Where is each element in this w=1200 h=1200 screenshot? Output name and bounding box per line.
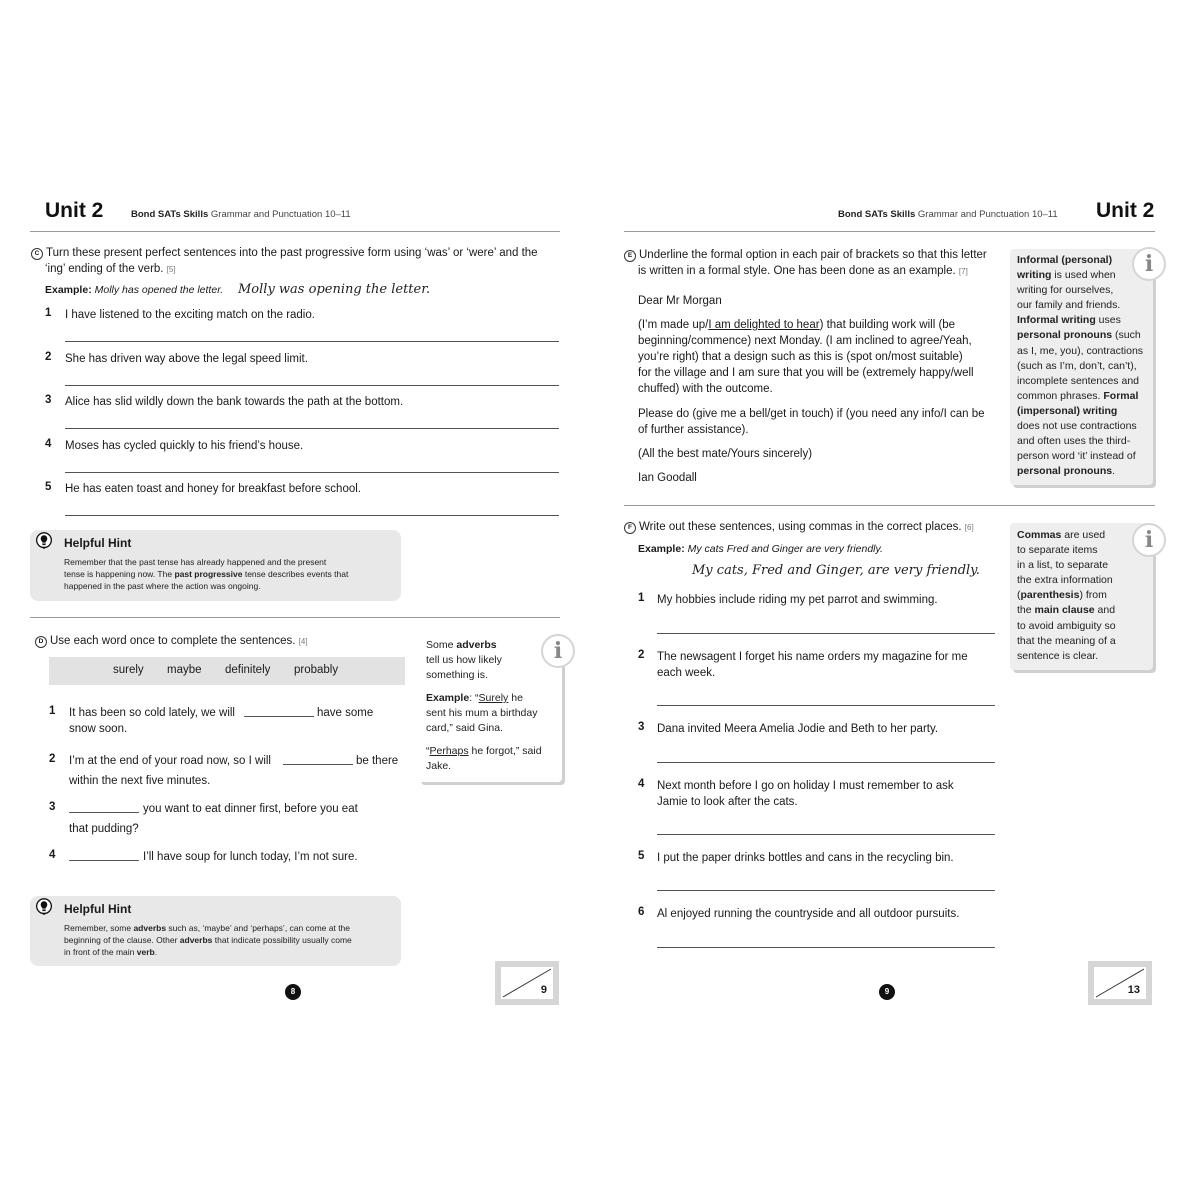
hint-text: that indicate possibility usually come xyxy=(212,935,352,945)
info-line: the extra information xyxy=(1017,574,1113,587)
info-text xyxy=(1017,528,1151,664)
hint-text: such as, ‘maybe’ and ‘perhaps’, can come at the xyxy=(166,923,351,933)
info-term: personal pronouns xyxy=(1017,329,1113,342)
word-bank-word: surely xyxy=(113,664,144,676)
info-term: parenthesis xyxy=(1020,589,1080,602)
section-letter-e: E xyxy=(624,250,636,262)
helpful-hint-box xyxy=(30,530,401,601)
info-icon xyxy=(1132,523,1166,557)
letter-text: (I’m made up/ xyxy=(638,319,709,331)
info-text-part: common phrases. xyxy=(1017,389,1104,402)
info-text-part: Some xyxy=(426,639,457,651)
unit-title-right: Unit 2 xyxy=(1096,199,1155,222)
letter-closing[interactable]: (All the best mate/Yours sincerely) xyxy=(638,448,813,460)
info-line: in a list, to separate xyxy=(1017,559,1109,572)
item-number: 4 xyxy=(638,778,645,790)
info-text-part: : “ xyxy=(469,692,479,704)
hint-term: past progressive xyxy=(174,569,243,579)
info-glyph: i xyxy=(1144,251,1154,277)
hint-text: in front of the main xyxy=(64,947,137,957)
info-line: our family and friends. xyxy=(1017,299,1121,312)
info-line: to avoid ambiguity so xyxy=(1017,619,1116,632)
instruction: Write out these sentences, using commas in the correct places. xyxy=(639,521,962,533)
hint-title: Helpful Hint xyxy=(64,902,132,916)
item-text: It has been so cold lately, we will xyxy=(69,707,235,719)
item-text: I put the paper drinks bottles and cans in the recycling bin. xyxy=(657,852,954,864)
item-text: Jamie to look after the cats. xyxy=(657,796,798,808)
hint-text: Remember, some xyxy=(64,923,134,933)
item-number: 2 xyxy=(49,753,56,765)
item-number: 5 xyxy=(638,850,645,862)
info-line: Jake. xyxy=(426,760,452,772)
hint-line xyxy=(64,922,352,934)
item-number: 1 xyxy=(638,592,645,604)
info-term: Example xyxy=(426,692,470,704)
info-text-part: “ xyxy=(426,745,430,757)
book-header-right xyxy=(838,209,1058,220)
letter-paragraph-2 xyxy=(638,406,1008,438)
answer-line[interactable] xyxy=(657,705,995,706)
info-text-part: the xyxy=(1017,604,1035,617)
blank-line[interactable] xyxy=(69,812,139,813)
info-line: to separate items xyxy=(1017,544,1098,557)
item-number: 6 xyxy=(638,906,645,918)
item-text: you want to eat dinner first, before you eat xyxy=(143,803,358,815)
hint-term: verb xyxy=(136,947,155,957)
item-number: 4 xyxy=(49,849,56,861)
answer-line[interactable] xyxy=(65,515,559,516)
info-term: Commas xyxy=(1017,529,1062,541)
section-divider xyxy=(30,617,560,618)
item-text: that pudding? xyxy=(69,823,139,835)
hint-term: adverbs xyxy=(179,935,213,945)
score-box-inner[interactable] xyxy=(1094,967,1146,999)
letter-line[interactable]: chuffed) with the outcome. xyxy=(638,383,773,395)
blank-line[interactable] xyxy=(283,764,353,765)
example-label: Example: xyxy=(638,543,685,555)
example-answer: My cats, Fred and Ginger, are very friendly. xyxy=(692,563,980,578)
info-term: adverbs xyxy=(456,639,497,651)
info-line: as I, me, you), contractions xyxy=(1017,344,1144,357)
letter-line[interactable]: beginning/commence) next Monday. (I am inclined to agree/Yeah, xyxy=(638,335,972,347)
word-bank-word: definitely xyxy=(225,664,271,676)
item-text: My hobbies include riding my pet parrot and swimming. xyxy=(657,594,938,606)
item-number: 2 xyxy=(638,649,645,661)
answer-line[interactable] xyxy=(657,633,995,634)
section-c-instruction-cont xyxy=(45,261,176,278)
info-term: main clause xyxy=(1034,604,1095,617)
commas-info-box xyxy=(1010,523,1153,670)
info-line: that the meaning of a xyxy=(1017,634,1116,647)
instruction-line-2: is written in a formal style. One has been done as an example. xyxy=(638,265,956,277)
instruction-line-1: Underline the formal option in each pair of brackets so that this letter xyxy=(639,249,987,261)
example-text: Molly has opened the letter. xyxy=(94,284,224,296)
hint-body xyxy=(64,556,348,592)
info-line: (such as I’m, don’t, can’t), xyxy=(1017,359,1137,372)
letter-line[interactable]: of further assistance). xyxy=(638,424,749,436)
item-number: 2 xyxy=(45,351,52,363)
info-icon xyxy=(541,634,575,668)
item-text: I have listened to the exciting match on the radio. xyxy=(65,309,315,321)
lightbulb-icon xyxy=(35,532,53,550)
info-underlined: Perhaps xyxy=(429,745,469,757)
hint-line: happened in the past where the action was ongoing. xyxy=(64,581,261,591)
hint-term: adverbs xyxy=(133,923,167,933)
info-text-part: ( xyxy=(1017,589,1021,602)
informal-writing-info-box xyxy=(1010,249,1153,485)
item-text: snow soon. xyxy=(69,723,128,735)
info-line: does not use contractions xyxy=(1017,420,1137,433)
item-text: each week. xyxy=(657,667,716,679)
book-header-left xyxy=(131,209,351,220)
info-line: something is. xyxy=(426,669,488,681)
info-text-part: ) from xyxy=(1079,589,1107,602)
hint-line xyxy=(64,568,348,580)
example-text: My cats Fred and Ginger are very friendly. xyxy=(687,543,883,555)
answer-line[interactable] xyxy=(65,472,559,473)
header-rule xyxy=(30,231,560,232)
section-letter-f: F xyxy=(624,522,636,534)
series-name: Bond SATs Skills xyxy=(131,209,209,220)
hint-text: tense is happening now. The xyxy=(64,569,175,579)
marks: [6] xyxy=(964,523,974,532)
info-term: (impersonal) writing xyxy=(1017,404,1118,417)
example-answer: Molly was opening the letter. xyxy=(238,282,431,297)
blank-line[interactable] xyxy=(244,716,314,717)
info-text-part: are used xyxy=(1061,529,1106,541)
info-term: writing xyxy=(1017,269,1052,282)
item-number: 3 xyxy=(45,394,52,406)
answer-line[interactable] xyxy=(657,762,995,763)
item-text: He has eaten toast and honey for breakfast before school. xyxy=(65,483,361,495)
section-divider xyxy=(624,505,1155,506)
score-total: 13 xyxy=(1127,984,1140,996)
letter-text: ) that building work will (be xyxy=(819,319,956,331)
item-number: 3 xyxy=(49,801,56,813)
section-letter-c: C xyxy=(31,248,43,260)
instruction-line-2: ‘ing’ ending of the verb. xyxy=(45,263,164,275)
answer-line[interactable] xyxy=(657,947,995,948)
info-term: Informal (personal) xyxy=(1017,254,1113,266)
item-text: Alice has slid wildly down the bank towards the path at the bottom. xyxy=(65,396,404,408)
book-subtitle: Grammar and Punctuation 10–11 xyxy=(210,209,351,220)
page-number: 8 xyxy=(285,984,301,1000)
hint-body xyxy=(64,922,352,958)
item-text: within the next five minutes. xyxy=(69,775,211,787)
section-d-instruction xyxy=(35,633,308,650)
instruction: Use each word once to complete the sentences. xyxy=(50,635,296,647)
info-line: writing for ourselves, xyxy=(1017,284,1114,297)
item-number: 1 xyxy=(45,307,52,319)
lightbulb-icon xyxy=(35,898,53,916)
marks: [4] xyxy=(298,637,308,646)
section-c-instruction xyxy=(31,245,561,261)
info-term: Informal writing xyxy=(1017,314,1096,327)
letter-line[interactable]: for the village and I am sure that you will be (extremely happy/well xyxy=(638,367,974,379)
hint-line xyxy=(64,946,352,958)
info-line: tell us how likely xyxy=(426,654,502,666)
info-icon xyxy=(1132,247,1166,281)
letter-greeting: Dear Mr Morgan xyxy=(638,295,722,307)
item-number: 4 xyxy=(45,438,52,450)
score-total: 9 xyxy=(540,984,547,996)
hint-line xyxy=(64,934,352,946)
section-e-instruction xyxy=(624,247,1004,263)
word-bank xyxy=(49,657,405,685)
info-underlined: Surely xyxy=(478,692,509,704)
letter-signoff: Ian Goodall xyxy=(638,472,697,484)
header-rule xyxy=(624,231,1155,232)
marks: [5] xyxy=(166,265,176,274)
info-text-part: and xyxy=(1094,604,1116,617)
item-text: Moses has cycled quickly to his friend’s house. xyxy=(65,440,304,452)
info-text-part: uses xyxy=(1095,314,1121,327)
answer-line[interactable] xyxy=(65,341,559,342)
answer-line[interactable] xyxy=(657,834,995,835)
word-bank-word: maybe xyxy=(167,664,202,676)
info-glyph: i xyxy=(1144,527,1154,553)
helpful-hint-box xyxy=(30,896,401,966)
item-text: be there xyxy=(356,755,399,767)
letter-line[interactable]: Please do (give me a bell/get in touch) if (you need any info/I can be xyxy=(638,408,985,420)
blank-line[interactable] xyxy=(69,860,139,861)
info-text-part: is used when xyxy=(1051,269,1116,282)
item-text: Dana invited Meera Amelia Jodie and Beth to her party. xyxy=(657,723,939,735)
score-box-inner[interactable] xyxy=(501,967,553,999)
hint-line: Remember that the past tense has already happened and the present xyxy=(64,557,327,567)
item-text: The newsagent I forget his name orders my magazine for me xyxy=(657,651,968,663)
section-e-instruction-cont xyxy=(638,263,968,280)
letter-line[interactable]: you’re right) that a design such as this is (spot on/most suitable) xyxy=(638,351,963,363)
hint-text: . xyxy=(154,947,158,957)
score-box xyxy=(1088,961,1152,1005)
underlined-option[interactable]: I am delighted to hear xyxy=(708,319,820,331)
example-label: Example: xyxy=(45,284,92,296)
letter-paragraph-1 xyxy=(638,317,1008,397)
info-term: personal pronouns xyxy=(1017,465,1113,478)
marks: [7] xyxy=(958,267,968,276)
info-line: sentence is clear. xyxy=(1017,649,1099,662)
info-text-part: he xyxy=(508,692,523,704)
item-text: Next month before I go on holiday I must remember to ask xyxy=(657,780,954,792)
section-f-instruction xyxy=(624,519,974,536)
instruction-line-1: Turn these present perfect sentences into the past progressive form using ‘was’ or ‘were’ and the xyxy=(46,247,538,259)
info-glyph: i xyxy=(553,638,563,664)
info-text xyxy=(426,638,556,774)
info-line: card,” said Gina. xyxy=(426,722,504,734)
item-number: 1 xyxy=(49,705,56,717)
hint-title: Helpful Hint xyxy=(64,536,132,550)
series-name: Bond SATs Skills xyxy=(838,209,916,220)
item-number: 5 xyxy=(45,481,52,493)
section-c-example xyxy=(45,284,223,296)
item-text: Al enjoyed running the countryside and all outdoor pursuits. xyxy=(657,908,960,920)
info-text xyxy=(1017,253,1151,479)
answer-line[interactable] xyxy=(657,890,995,891)
book-subtitle: Grammar and Punctuation 10–11 xyxy=(917,209,1058,220)
info-line: sent his mum a birthday xyxy=(426,707,538,719)
info-text-part: . xyxy=(1112,465,1116,478)
item-text: I’m at the end of your road now, so I will xyxy=(69,755,271,767)
answer-line[interactable] xyxy=(65,428,559,429)
answer-line[interactable] xyxy=(65,385,559,386)
section-f-example xyxy=(638,543,883,555)
info-line: and often uses the third- xyxy=(1017,435,1131,448)
hint-text: tense describes events that xyxy=(242,569,349,579)
word-bank-word: probably xyxy=(294,664,339,676)
info-text-part: he forgot,” said xyxy=(468,745,542,757)
letter-line xyxy=(638,317,1008,333)
item-text: She has driven way above the legal speed limit. xyxy=(65,353,308,365)
section-letter-d: D xyxy=(35,636,47,648)
info-line: person word ‘it’ instead of xyxy=(1017,450,1136,463)
info-term: Formal xyxy=(1103,389,1139,402)
hint-text: beginning of the clause. Other xyxy=(64,935,180,945)
info-text-part: (such xyxy=(1112,329,1141,342)
item-text: I’ll have soup for lunch today, I’m not sure. xyxy=(143,851,358,863)
info-line: incomplete sentences and xyxy=(1017,374,1139,387)
page-number: 9 xyxy=(879,984,895,1000)
unit-title-left: Unit 2 xyxy=(45,199,104,222)
score-box xyxy=(495,961,559,1005)
item-number: 3 xyxy=(638,721,645,733)
item-text: have some xyxy=(317,707,374,719)
